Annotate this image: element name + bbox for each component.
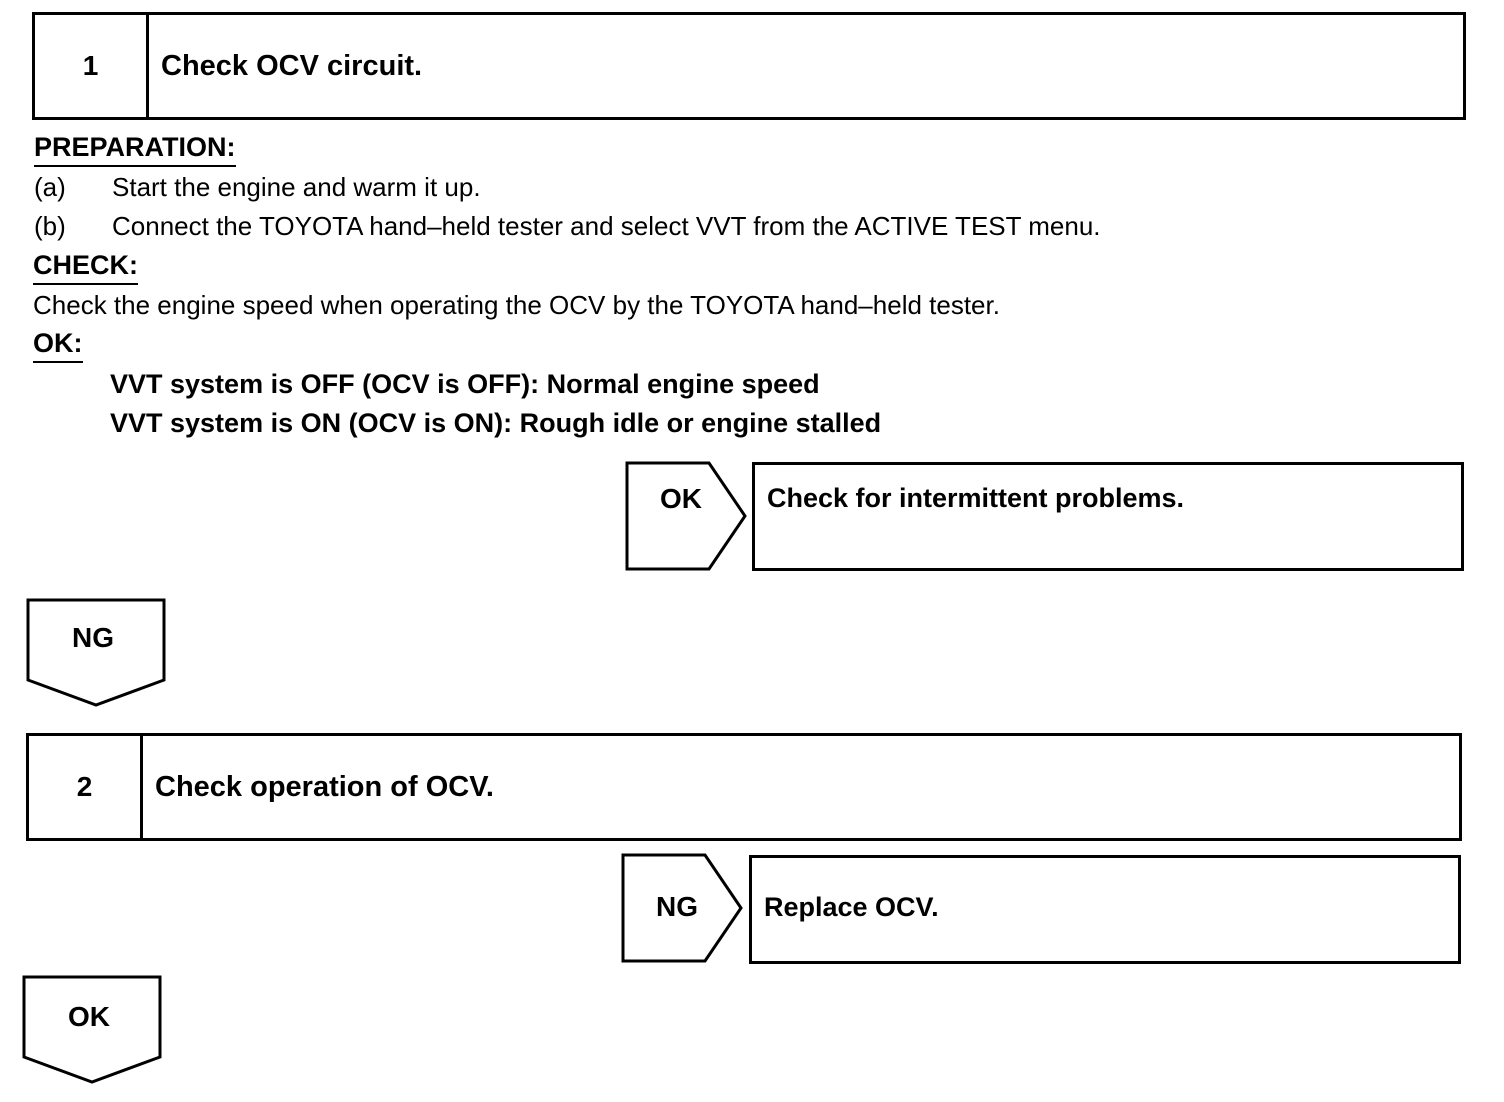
step-1-number: 1 [35,15,149,117]
preparation-item-a-text: Start the engine and warm it up. [112,172,481,202]
step-1-ok-arrow [625,461,749,571]
step-2-ok-label: OK [68,1001,110,1032]
step-2-box [26,733,1462,841]
check-text: Check the engine speed when operating the OCV by the TOYOTA hand–held tester. [33,290,1000,320]
preparation-label: PREPARATION: [34,131,236,167]
step-1-ng-arrow [26,598,166,708]
arrow-right-icon [625,461,749,571]
ok-spec-line-2: VVT system is ON (OCV is ON): Rough idle or engine stalled [110,408,882,438]
step-1-box [32,12,1466,120]
step-1-ng-label: NG [72,622,114,653]
preparation-item-b-text: Connect the TOYOTA hand–held tester and select VVT from the ACTIVE TEST menu. [112,211,1101,241]
preparation-item-a-marker: (a) [34,172,66,202]
step-1-ok-result: Check for intermittent problems. [752,462,1464,571]
step-2-title: Check operation of OCV. [155,770,494,803]
preparation-item-b [34,210,1101,242]
step-2-number: 2 [29,736,143,838]
check-label: CHECK: [33,249,138,285]
step-2-ok-arrow [22,975,162,1085]
step-1-ok-label: OK [660,483,702,514]
preparation-item-b-marker: (b) [34,211,66,241]
step-1-title: Check OCV circuit. [161,49,423,82]
preparation-item-a [34,171,481,203]
step-2-ng-result: Replace OCV. [749,855,1461,964]
ok-spec-line-1: VVT system is OFF (OCV is OFF): Normal engine speed [110,369,820,399]
step-2-ng-arrow [621,853,745,963]
ok-label: OK: [33,327,83,363]
step-2-ng-label: NG [656,891,698,922]
